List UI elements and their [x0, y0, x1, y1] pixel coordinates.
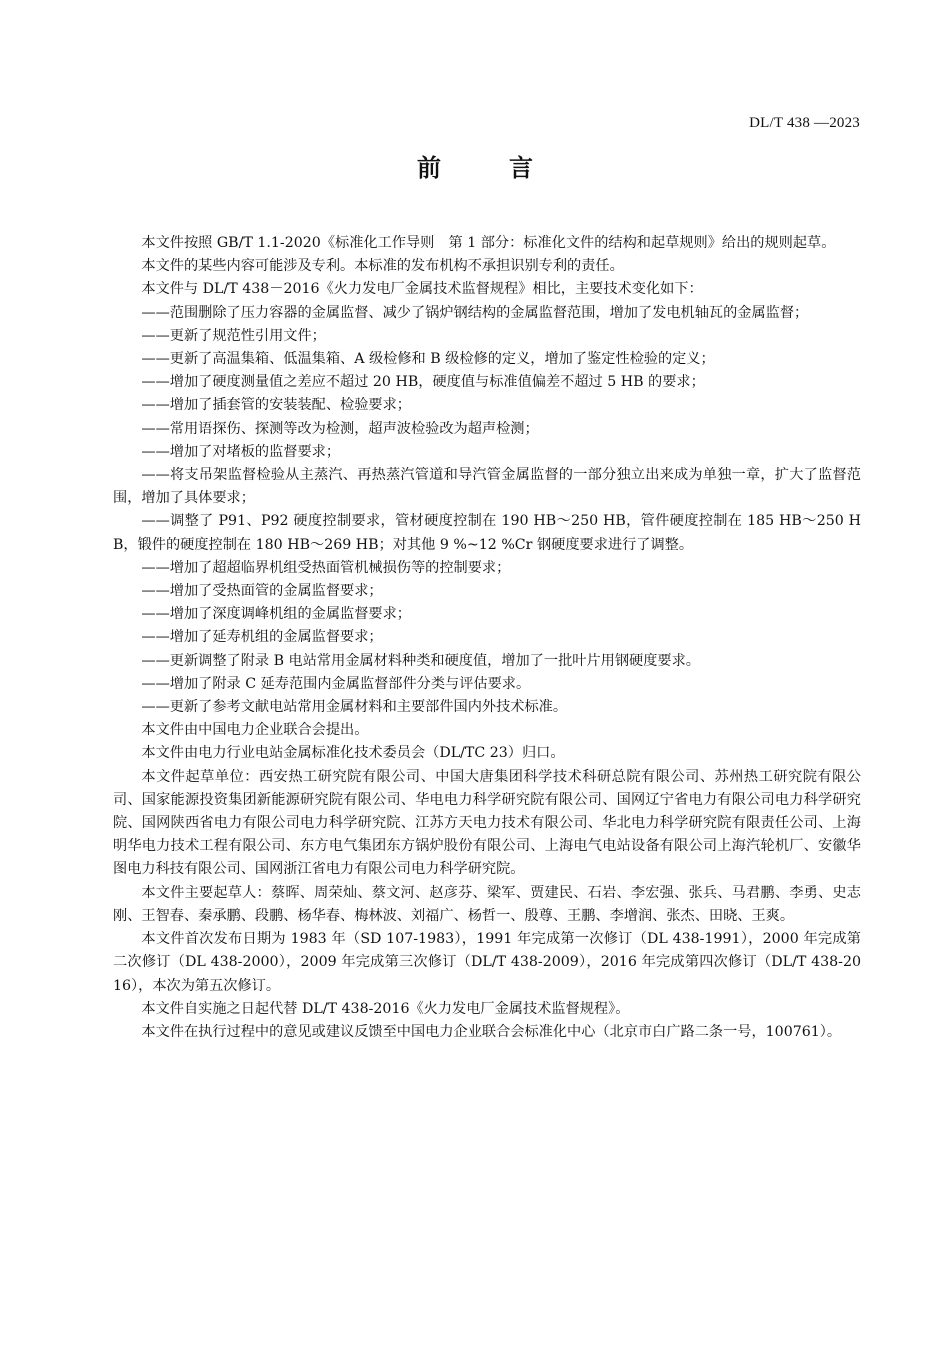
change-item: ——范围删除了压力容器的金属监督、减少了锅炉钢结构的金属监督范围，增加了发电机轴瓦的金属监督； [141, 304, 809, 321]
change-item: ——增加了延寿机组的金属监督要求； [141, 629, 383, 646]
change-item: ——增加了超超临界机组受热面管机械损伤等的控制要求； [141, 559, 511, 576]
paragraph-proposer: 本文件由中国电力企业联合会提出。 [141, 722, 369, 739]
change-item: ——增加了硬度测量值之差应不超过 20 HB，硬度值与标准值偏差不超过 5 HB 的要求； [141, 374, 705, 391]
change-item: ——增加了附录 C 延寿范围内金属监督部件分类与评估要求。 [141, 675, 531, 692]
change-item: ——常用语探伤、探测等改为检测，超声波检验改为超声检测； [141, 420, 539, 437]
change-item: ——增加了插套管的安装装配、检验要求； [141, 397, 411, 414]
paragraph-drafting-rules: 本文件按照 GB/T 1.1-2020《标准化工作导则 第 1 部分：标准化文件的结构和起草规则》给出的规则起草。 [141, 235, 836, 251]
foreword-body [113, 232, 861, 1044]
paragraph-drafting-units: 本文件起草单位：西安热工研究院有限公司、中国大唐集团科学技术科研总院有限公司、苏州热工研究院有限公司、国家能源投资集团新能源研究院有限公司、华电电力科学研究院有限公司、国网辽宁省电力有限公司电力科学研究院、国网陕西省电力有限公司电力科学研究院、江苏方天电力技术有限公司、华北电力科学研究院有限责任公司、上海明华电力技术工程有限公司、东方电气集团东方锅炉股份有限公司、上海电气电站设备有限公司上海汽轮机厂、安徽华图电力科技有限公司、国网浙江省电力有限公司电力科学研究院。 [113, 768, 861, 878]
change-item: ——增加了对堵板的监督要求； [141, 443, 341, 460]
paragraph-drafters: 本文件主要起草人：蔡晖、周荣灿、蔡文河、赵彦芬、梁军、贾建民、石岩、李宏强、张兵、马君鹏、李勇、史志刚、王智春、秦承鹏、段鹏、杨华春、梅林波、刘福广、杨哲一、殷尊、王鹏、李增润、张杰、田晓、王爽。 [113, 884, 861, 924]
change-item: ——更新了规范性引用文件； [141, 327, 326, 344]
paragraph-committee: 本文件由电力行业电站金属标准化技术委员会（DL/TC 23）归口。 [141, 745, 565, 762]
change-item: ——调整了 P91、P92 硬度控制要求，管材硬度控制在 190 HB～250 HB，管件硬度控制在 185 HB～250 HB，锻件的硬度控制在 180 HB～269 HB；对其他 9 %~12 %Cr 钢硬度要求进行了调整。 [113, 513, 861, 553]
change-item: ——更新了高温集箱、低温集箱、A 级检修和 B 级检修的定义，增加了鉴定性检验的定义； [141, 351, 715, 368]
paragraph-revision-history: 本文件首次发布日期为 1983 年（SD 107-1983），1991 年完成第一次修订（DL 438-1991），2000 年完成第二次修订（DL 438-2000），2009 年完成第三次修订（DL/T 438-2009），2016 年完成第四次修订（DL/T 438-2016），本次为第五次修订。 [113, 931, 861, 994]
paragraph-feedback: 本文件在执行过程中的意见或建议反馈至中国电力企业联合会标准化中心（北京市白广路二条一号，100761）。 [141, 1023, 842, 1040]
page-title: 前 言 [417, 154, 555, 182]
paragraph-supersedes: 本文件自实施之日起代替 DL/T 438-2016《火力发电厂金属技术监督规程》。 [141, 1000, 630, 1017]
change-item: ——更新调整了附录 B 电站常用金属材料种类和硬度值，增加了一批叶片用钢硬度要求。 [141, 652, 700, 669]
change-item: ——将支吊架监督检验从主蒸汽、再热蒸汽管道和导汽管金属监督的一部分独立出来成为单独一章，扩大了监督范围，增加了具体要求； [113, 467, 861, 507]
change-item: ——增加了深度调峰机组的金属监督要求； [141, 606, 411, 623]
standard-code: DL/T 438 —2023 [749, 115, 860, 131]
paragraph-changes-intro: 本文件与 DL/T 438－2016《火力发电厂金属技术监督规程》相比，主要技术变化如下： [141, 281, 703, 298]
change-item: ——更新了参考文献电站常用金属材料和主要部件国内外技术标准。 [141, 699, 568, 716]
change-item: ——增加了受热面管的金属监督要求； [141, 583, 383, 600]
paragraph-patent-notice: 本文件的某些内容可能涉及专利。本标准的发布机构不承担识别专利的责任。 [141, 258, 624, 275]
